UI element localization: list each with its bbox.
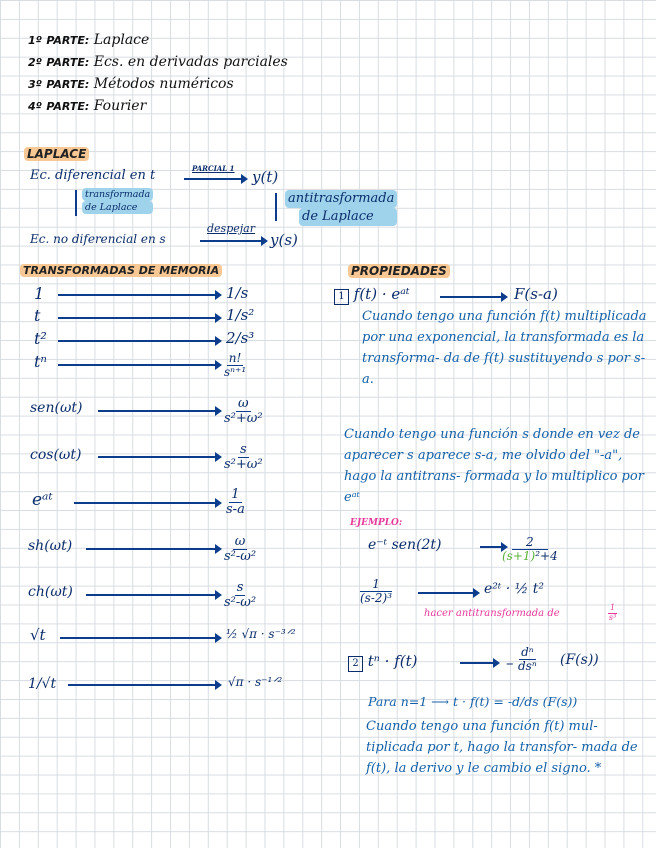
memory-transform: √π · s⁻¹ᐟ² (228, 675, 283, 689)
property-1-text-2: Cuando tengo una función s donde en vez de aparecer s aparece s-a, me olvido del "-a", hago la antitrans- formada y lo multiplico por eᵃᵗ (344, 427, 644, 505)
memory-transform (224, 535, 256, 565)
property-2-rhs-tail: (F(s)) (560, 652, 599, 668)
property-1-lhs: f(t) · eᵃᵗ (353, 285, 410, 303)
property-2-deriv-num: dⁿ (521, 645, 534, 659)
property-2-derivative (518, 646, 537, 673)
example-2-lhs (360, 578, 392, 605)
memory-arrow (86, 548, 220, 550)
diagram-top-arrow-label: PARCIAL 1 (192, 164, 235, 173)
memory-function: eᵃᵗ (32, 490, 53, 510)
memory-numerator: 1 (231, 487, 240, 502)
diagram-top-arrow (184, 178, 246, 180)
example-1-den-green: (s+1) (502, 549, 536, 564)
index-topic: Fourier (93, 98, 147, 114)
memory-function: cos(ωt) (30, 447, 82, 463)
property-1-rhs: F(s-a) (514, 285, 558, 303)
memory-function: tⁿ (34, 352, 47, 371)
memory-arrow (74, 502, 220, 504)
memory-transform (224, 397, 263, 427)
property-2-lhs: tⁿ · f(t) (367, 652, 418, 670)
memory-function: 1 (34, 284, 45, 303)
example-2-note-den: s³ (608, 612, 617, 622)
memory-function: ch(ωt) (28, 584, 73, 600)
memory-denominator: sⁿ⁺¹ (224, 365, 247, 380)
memory-numerator: ω (234, 534, 246, 549)
memory-transform: 1/s² (226, 306, 255, 324)
diagram-top-right: y(t) (252, 168, 279, 186)
example-2-arrow (418, 592, 478, 594)
index-label: PARTE: (46, 56, 90, 69)
memory-numerator: n! (228, 351, 242, 365)
memory-function: √t (30, 626, 46, 644)
memory-denominator: s²+ω² (224, 457, 263, 473)
diagram-top-left: Ec. diferencial en t (30, 168, 156, 183)
memory-arrow (58, 364, 220, 366)
diagram-bottom-arrow-label: despejar (207, 222, 255, 235)
index-line-2 (28, 54, 288, 70)
memory-transform (224, 443, 263, 473)
props-heading: PROPIEDADES (348, 264, 450, 278)
diagram-right-note-2: de Laplace (299, 208, 397, 226)
example-2-denominator: (s-2)³ (360, 591, 393, 606)
memory-function: t (34, 306, 41, 325)
memory-transform: 1/s (226, 284, 249, 302)
example-2-note-fraction (608, 604, 617, 623)
property-1-badge: 1 (334, 289, 349, 305)
index-num: 1º (28, 34, 42, 47)
diagram-bottom-right: y(s) (270, 231, 298, 249)
example-1-lhs: e⁻ᵗ sen(2t) (368, 537, 442, 553)
property-1-text: Cuando tengo una función f(t) multiplicada por una exponencial, la transformada es la transforma- da de f(t) sustituyendo s por s-a. (362, 309, 647, 387)
example-2-numerator: 1 (360, 578, 392, 592)
index-label: PARTE: (46, 100, 90, 113)
index-topic: Métodos numéricos (93, 76, 234, 92)
index-topic: Ecs. en derivadas parciales (93, 54, 288, 70)
memory-transform: ½ √π · s⁻³ᐟ² (226, 627, 296, 641)
example-1-rhs (502, 536, 558, 563)
example-2-note-num: 1 (610, 603, 616, 612)
example-1-numerator: 2 (512, 536, 548, 550)
memory-function: 1/√t (28, 676, 57, 692)
memory-numerator: ω (237, 396, 249, 411)
memory-transform (226, 488, 245, 518)
diagram-left-note-1: transformada (82, 188, 153, 201)
memory-denominator: s²+ω² (224, 411, 263, 427)
property-1-arrow (440, 296, 506, 298)
memory-numerator: s (239, 442, 247, 457)
example-label: EJEMPLO: (350, 518, 403, 528)
diagram-up-arrow (275, 193, 277, 221)
memory-numerator: s (236, 580, 244, 595)
laplace-heading: LAPLACE (24, 147, 89, 161)
memory-arrow (86, 594, 220, 596)
memory-denominator: s-a (226, 502, 245, 518)
memory-function: sh(ωt) (28, 538, 73, 554)
index-num: 3º (28, 78, 42, 91)
example-1-den-rest: ²+4 (535, 549, 558, 564)
index-line-4 (28, 98, 146, 114)
memory-heading: TRANSFORMADAS DE MEMORIA (20, 264, 222, 277)
memory-transform: 2/s³ (226, 329, 255, 347)
memory-function: t² (34, 329, 47, 348)
memory-arrow (68, 684, 220, 686)
memory-arrow (58, 317, 220, 319)
diagram-down-arrow (75, 190, 77, 216)
index-num: 4º (28, 100, 42, 113)
memory-denominator: s²-ω² (224, 595, 257, 611)
index-num: 2º (28, 56, 42, 69)
memory-arrow (58, 294, 220, 296)
example-2-rhs: e²ᵗ · ½ t² (484, 581, 544, 597)
diagram-bottom-arrow (200, 240, 266, 242)
property-2-deriv-den: dsⁿ (518, 659, 537, 674)
index-label: PARTE: (46, 78, 90, 91)
property-2-badge: 2 (348, 656, 363, 672)
memory-transform (224, 581, 256, 611)
index-line-1 (28, 32, 149, 48)
diagram-bottom-left: Ec. no diferencial en s (30, 232, 166, 246)
index-line-3 (28, 76, 234, 92)
memory-arrow (98, 456, 220, 458)
property-2-line-1: Para n=1 ⟶ t · f(t) = -d/ds (F(s)) (368, 694, 578, 709)
property-2-arrow (460, 662, 498, 664)
memory-arrow (60, 637, 220, 639)
memory-arrow (58, 340, 220, 342)
memory-arrow (98, 410, 220, 412)
index-topic: Laplace (93, 32, 150, 48)
memory-denominator: s²-ω² (224, 549, 257, 565)
index-label: PARTE: (46, 34, 90, 47)
memory-transform (224, 352, 246, 379)
property-2-text: Cuando tengo una función f(t) mul- tiplicada por t, hago la transfor- mada de f(t), la derivo y le cambio el signo. * (366, 719, 638, 776)
diagram-left-note-2: de Laplace (82, 201, 153, 214)
memory-function: sen(ωt) (30, 400, 83, 416)
diagram-right-note-1: antitrasformada (285, 190, 397, 208)
example-2-note: hacer antitransformada de (424, 608, 560, 619)
